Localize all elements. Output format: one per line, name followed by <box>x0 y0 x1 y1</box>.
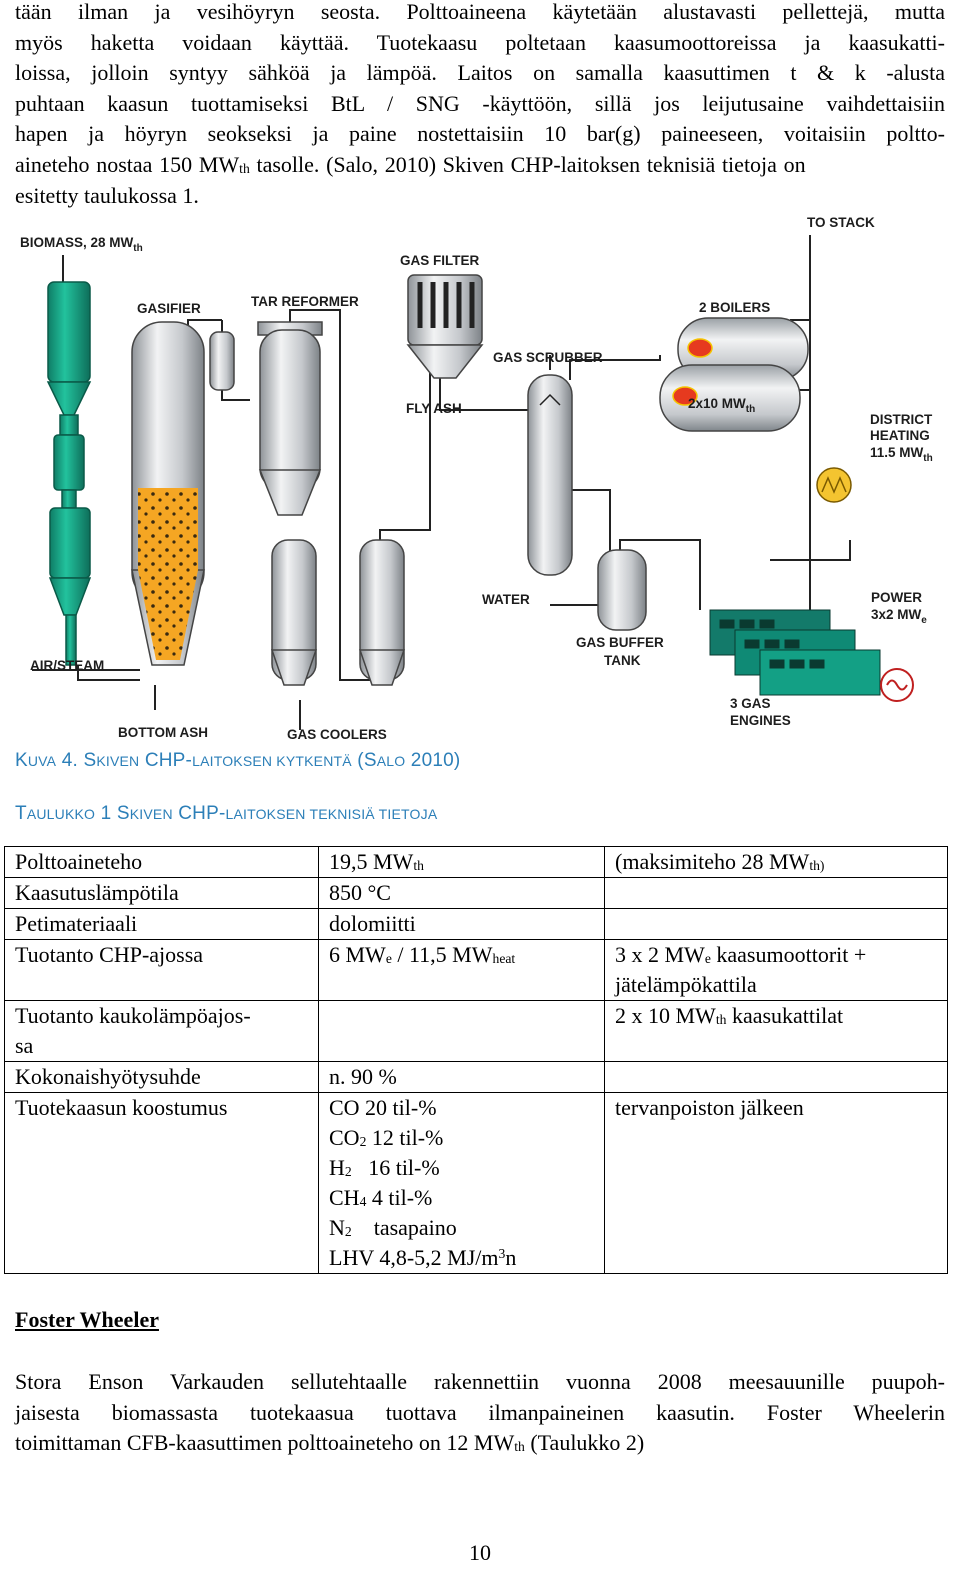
table-cell-value: dolomiitti <box>319 909 605 940</box>
boilers <box>660 318 808 431</box>
intro-line: puhtaan kaasun tuottamiseksi BtL / SNG -käyttöön, sillä jos leijutusaine vaihdettaisiin <box>15 90 945 116</box>
gas-coolers <box>272 540 404 685</box>
intro-line: aineteho nostaa 150 $MW_{th}$ tasolle. (Salo, 2010) Skiven CHP-laitoksen teknisiä tietoja on <box>15 151 806 177</box>
district-heating-exchanger <box>817 468 851 502</box>
plant-process-diagram <box>10 210 950 750</box>
intro-line: hapen ja höyryn seokseksi ja paine nostettaisiin 10 bar(g) paineeseen, voitaisiin poltto- <box>15 121 945 147</box>
label-gas-filter: GAS FILTER <box>400 253 480 268</box>
table-cell-value: n. 90 % <box>319 1062 605 1093</box>
table-cell-label: Tuotanto CHP-ajossa <box>5 940 319 1001</box>
table-cell-note <box>605 878 948 909</box>
table-row <box>5 847 948 878</box>
table-cell-value: 850 °C <box>319 878 605 909</box>
label-fly-ash: FLY ASH <box>406 401 462 416</box>
closing-line: jaisesta biomassasta tuotekaasua tuottava ilmanpaineinen kaasutin. Foster Wheelerin <box>15 1399 945 1425</box>
label-boiler-capacity: 2x10 $MW_{th}$ <box>688 396 756 415</box>
table-cell-value: 19,5 $MW_{th}$ <box>319 847 605 878</box>
table-cell-note: tervanpoiston jälkeen <box>605 1093 948 1274</box>
label-gas-buffer-1: GAS BUFFER <box>576 635 664 650</box>
table-row <box>5 1062 948 1093</box>
table-cell-label: Polttoaineteho <box>5 847 319 878</box>
biomass-feed-silos <box>48 282 90 665</box>
table-cell-note: 3 x 2 $MW_e$ kaasumoottorit + jätelämpökattila <box>605 940 948 1001</box>
gas-buffer-tank <box>598 550 646 630</box>
table-row <box>5 909 948 940</box>
label-to-stack: TO STACK <box>807 215 875 230</box>
figure-caption: KUVA 4. SKIVEN CHP-LAITOKSEN KYTKENTÄ (SALO 2010) <box>15 750 461 771</box>
table-row <box>5 878 948 909</box>
label-power-1: POWER <box>871 590 923 605</box>
table-row <box>5 940 948 1001</box>
closing-line: Stora Enson Varkauden sellutehtaalle rakennettiin vuonna 2008 meesauunille puupoh- <box>15 1369 945 1394</box>
label-gasifier: GASIFIER <box>137 301 201 316</box>
label-air-steam: AIR/STEAM <box>30 658 105 673</box>
label-two-boilers: 2 BOILERS <box>699 300 771 315</box>
table-cell-label: Kokonaishyötysuhde <box>5 1062 319 1093</box>
label-biomass: BIOMASS, 28 $MW_{th}$ <box>20 235 143 254</box>
label-gas-engines-2: ENGINES <box>730 713 791 728</box>
table-cell-label: Kaasutuslämpötila <box>5 878 319 909</box>
table-cell-label: Petimateriaali <box>5 909 319 940</box>
intro-line: tään ilman ja vesihöyryn seosta. Polttoaineena käytetään alustavasti pellettejä, mutta <box>15 0 945 24</box>
table-cell-note <box>605 1062 948 1093</box>
label-gas-scrubber: GAS SCRUBBER <box>493 350 603 365</box>
intro-line: myös haketta voidaan käyttää. Tuotekaasu poltetaan kaasumoottoreissa ja kaasukatti- <box>15 29 945 55</box>
table-cell-note: (maksimiteho 28 $MW_{th)}$ <box>605 847 948 878</box>
label-district-heating-1: DISTRICT <box>870 412 933 427</box>
table-cell-value: CO 20 til-% $CO_2$ 12 til-% $H_2$ 16 til-% $CH_4$ 4 til-% $N_2$ tasapaino LHV 4,8-5,2 $MJ/m^3n$ <box>319 1093 605 1274</box>
gas-scrubber <box>528 375 572 575</box>
label-bottom-ash: BOTTOM ASH <box>118 725 208 740</box>
table-cell-label: Tuotekaasun koostumus <box>5 1093 319 1274</box>
table-cell-note <box>605 909 948 940</box>
intro-paragraph <box>15 0 945 211</box>
intro-line: loissa, jolloin syntyy sähköä ja lämpöä. Laitos on samalla kaasuttimen t & k -alusta <box>15 60 945 86</box>
tar-reformer <box>258 322 322 515</box>
page-number: 10 <box>469 1540 491 1565</box>
closing-line: toimittaman CFB-kaasuttimen polttoaineteho on 12 $MW_{th}$ (Taulukko 2) <box>15 1430 645 1456</box>
label-water: WATER <box>482 592 530 607</box>
section-heading: Foster Wheeler <box>15 1307 159 1332</box>
table-cell-note: 2 x 10 $MW_{th}$ kaasukattilat <box>605 1001 948 1062</box>
label-gas-coolers: GAS COOLERS <box>287 727 387 742</box>
table-cell-label: Tuotanto kaukolämpöajos- sa <box>5 1001 319 1062</box>
label-power-2: 3x2 $MW_e$ <box>871 607 927 626</box>
table-caption: TAULUKKO 1 SKIVEN CHP-LAITOKSEN TEKNISIÄ TIETOJA <box>15 803 438 824</box>
table-cell-value <box>319 1001 605 1062</box>
label-district-heating-3: 11.5 $MW_{th}$ <box>870 445 933 464</box>
table-row <box>5 1001 948 1062</box>
gas-engines <box>710 610 913 701</box>
label-district-heating-2: HEATING <box>870 428 930 443</box>
gas-filter <box>408 275 482 378</box>
table-cell-value: 6 $MW_e / 11,5$ $MW_{heat}$ <box>319 940 605 1001</box>
gasifier <box>132 322 234 665</box>
label-gas-engines-1: 3 GAS <box>730 696 771 711</box>
intro-line: esitetty taulukossa 1. <box>15 182 199 208</box>
technical-data-table <box>4 846 948 1274</box>
table-row <box>5 1093 948 1274</box>
label-gas-buffer-2: TANK <box>604 653 641 668</box>
label-tar-reformer: TAR REFORMER <box>251 294 359 309</box>
closing-paragraph <box>15 1367 945 1459</box>
